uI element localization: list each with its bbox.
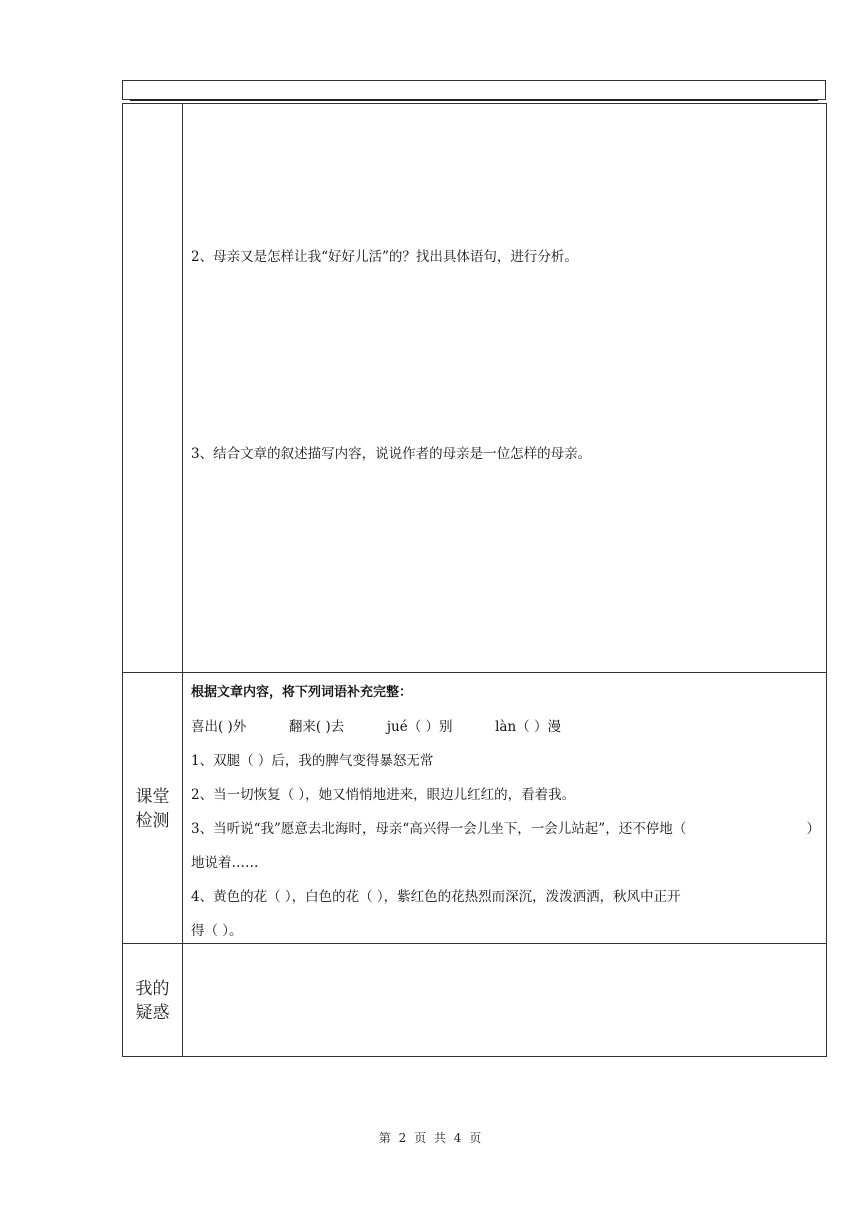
footer-page: 2 (398, 1131, 407, 1145)
classroom-check-label (123, 785, 182, 833)
question-2: 2、母亲又是怎样让我“好好儿活”的？找出具体语句，进行分析。 (191, 249, 578, 265)
word-list (191, 715, 561, 735)
questions-row (122, 103, 827, 673)
label-line-2: 疑惑 (135, 1003, 170, 1023)
column-divider (182, 944, 183, 1056)
footer-prefix: 第 (378, 1131, 391, 1145)
label-line-1: 课堂 (135, 787, 170, 807)
footer-mid1: 页 (414, 1131, 427, 1145)
header-rule (130, 99, 818, 101)
check-item-1: 1、双腿（ ）后，我的脾气变得暴怒无常 (191, 753, 434, 769)
check-heading: 根据文章内容，将下列词语补充完整： (191, 685, 413, 700)
footer-mid2: 共 (433, 1131, 446, 1145)
doubts-label (123, 977, 182, 1025)
column-divider (182, 673, 183, 943)
check-item-4: 4、黄色的花（ ），白色的花（ ），紫红色的花热烈而深沉，泼泼洒洒，秋风中正开 (191, 889, 681, 905)
column-divider (182, 104, 183, 672)
doubts-row (122, 943, 827, 1057)
classroom-check-row (122, 672, 827, 944)
footer-total: 4 (453, 1131, 462, 1145)
word-item: jué（ ）别 (386, 719, 453, 735)
check-item-4-cont: 得（ ）。 (191, 923, 243, 939)
footer-suffix: 页 (469, 1131, 482, 1145)
word-item: 喜出( )外 (191, 719, 247, 735)
header-box (122, 80, 826, 100)
check-item-3-close: ） (806, 821, 820, 837)
question-3: 3、结合文章的叙述描写内容，说说作者的母亲是一位怎样的母亲。 (191, 446, 592, 462)
label-line-1: 我的 (135, 979, 170, 999)
label-line-2: 检测 (135, 811, 170, 831)
word-item: làn（ ）漫 (495, 719, 561, 735)
check-item-2: 2、当一切恢复（ ），她又悄悄地进来，眼边儿红红的，看着我。 (191, 787, 576, 803)
check-item-3-cont: 地说着…… (191, 855, 259, 871)
check-item-3: 3、当听说“我”愿意去北海时，母亲“高兴得一会儿坐下，一会儿站起”，还不停地（ (191, 821, 687, 837)
word-item: 翻来( )去 (288, 719, 345, 735)
page-footer (0, 1129, 860, 1146)
